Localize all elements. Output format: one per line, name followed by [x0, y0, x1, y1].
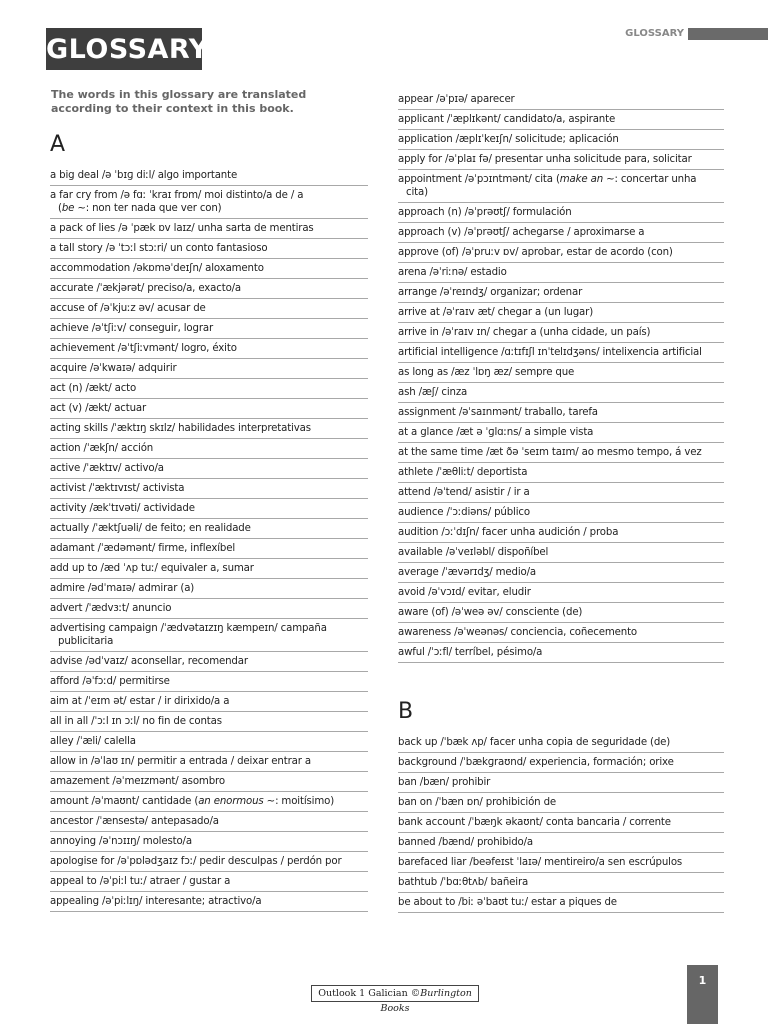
glossary-entry: [50, 299, 368, 319]
entry-text: appointment /əˈpɔɪntmənt/ cita (: [398, 174, 560, 185]
entry-text: act (n) /ækt/ acto: [50, 383, 137, 394]
glossary-entry: [398, 363, 724, 383]
entry-text: applicant /ˈæplɪkənt/ candidato/a, aspirante: [398, 114, 616, 125]
intro-text: The words in this glossary are translated according to their context in this book.: [51, 88, 307, 115]
entry-text-tail: : non ter nada que ver con): [85, 203, 222, 214]
glossary-entry: [398, 793, 724, 813]
glossary-entry: [50, 872, 368, 892]
entry-text: appeal to /əˈpiːl tuː/ atraer / gustar a: [50, 876, 231, 887]
entry-text: background /ˈbækɡraʊnd/ experiencia, formación; orixe: [398, 757, 674, 768]
glossary-entry: [398, 603, 724, 623]
entry-continuation: cita): [406, 187, 428, 198]
glossary-entry: [398, 813, 724, 833]
glossary-entry: [398, 523, 724, 543]
entry-text: assignment /əˈsaɪnmənt/ traballo, tarefa: [398, 407, 598, 418]
glossary-entry: [398, 243, 724, 263]
glossary-list-right-a: [398, 90, 724, 663]
entry-text: adamant /ˈædəmənt/ firme, inflexíbel: [50, 543, 236, 554]
entry-text-tail: : concertar unha: [614, 174, 697, 185]
entry-text: be about to /biː əˈbaʊt tuː/ estar a piques de: [398, 897, 617, 908]
entry-text: admire /ədˈmaɪə/ admirar (a): [50, 583, 195, 594]
glossary-entry: [50, 319, 368, 339]
glossary-entry: [398, 893, 724, 913]
glossary-entry: [398, 853, 724, 873]
glossary-entry: [398, 263, 724, 283]
entry-text: ash /æʃ/ cinza: [398, 387, 468, 398]
entry-text: apologise for /əˈpɒlədʒaɪz fɔː/ pedir desculpas / perdón por: [50, 856, 342, 867]
glossary-entry: [50, 692, 368, 712]
entry-text: athlete /ˈæθliːt/ deportista: [398, 467, 528, 478]
entry-text: allow in /əˈlaʊ ɪn/ permitir a entrada / deixar entrar a: [50, 756, 311, 767]
entry-text: artificial intelligence /ɑːtɪfɪʃl ɪnˈtelɪdʒəns/ intelixencia artificial: [398, 347, 702, 358]
entry-text: arrive in /əˈraɪv ɪn/ chegar a (unha cidade, un país): [398, 327, 651, 338]
glossary-entry: [50, 259, 368, 279]
section-letter-b: B: [398, 699, 414, 724]
entry-italic: an enormous ~: [198, 796, 276, 807]
glossary-entry: [398, 170, 724, 203]
glossary-entry: [50, 479, 368, 499]
footer-text: Outlook 1 Galician ©: [318, 988, 421, 999]
glossary-entry: [50, 359, 368, 379]
entry-text: a far cry from /ə fɑː ˈkraɪ frɒm/ moi distinto/a de / a: [50, 190, 304, 201]
entry-text: available /əˈveɪləbl/ dispoñíbel: [398, 547, 549, 558]
glossary-entry: [50, 419, 368, 439]
glossary-entry: [50, 399, 368, 419]
glossary-entry: [50, 579, 368, 599]
glossary-entry: [50, 732, 368, 752]
footer-brand: Burlington Books: [380, 988, 472, 1014]
glossary-entry: [398, 503, 724, 523]
entry-text: banned /bænd/ prohibido/a: [398, 837, 533, 848]
entry-text: activist /ˈæktɪvɪst/ activista: [50, 483, 185, 494]
glossary-entry: [398, 90, 724, 110]
glossary-entry: [398, 343, 724, 363]
glossary-entry: [398, 463, 724, 483]
glossary-entry: [398, 753, 724, 773]
glossary-entry: [50, 772, 368, 792]
entry-text: advise /ədˈvaɪz/ aconsellar, recomendar: [50, 656, 248, 667]
entry-text: attend /əˈtend/ asistir / ir a: [398, 487, 530, 498]
entry-continuation: publicitaria: [58, 636, 114, 647]
entry-text: aware (of) /əˈweə əv/ consciente (de): [398, 607, 583, 618]
entry-text: acting skills /ˈæktɪŋ skɪlz/ habilidades interpretativas: [50, 423, 311, 434]
entry-text: aim at /ˈeɪm ət/ estar / ir dirixido/a a: [50, 696, 230, 707]
entry-text: acquire /əˈkwaɪə/ adquirir: [50, 363, 177, 374]
entry-text-tail: : moitísimo): [275, 796, 335, 807]
entry-text: active /ˈæktɪv/ activo/a: [50, 463, 164, 474]
entry-text: apply for /əˈplaɪ fə/ presentar unha solicitude para, solicitar: [398, 154, 692, 165]
entry-text: action /ˈækʃn/ acción: [50, 443, 154, 454]
entry-text: activity /ækˈtɪvəti/ actividade: [50, 503, 195, 514]
entry-text: accommodation /əkɒməˈdeɪʃn/ aloxamento: [50, 263, 264, 274]
entry-italic: be ~: [61, 203, 86, 214]
entry-text: bathtub /ˈbɑːθtʌb/ bañeira: [398, 877, 529, 888]
entry-text: a tall story /ə ˈtɔːl stɔːri/ un conto fantasioso: [50, 243, 268, 254]
entry-text: avoid /əˈvɔɪd/ evitar, eludir: [398, 587, 531, 598]
glossary-entry: [50, 619, 368, 652]
entry-text: awareness /əˈweənəs/ conciencia, coñecemento: [398, 627, 637, 638]
glossary-entry: [50, 852, 368, 872]
right-column: [398, 90, 724, 913]
entry-text: advertising campaign /ˈædvətaɪzɪŋ kæmpeɪn/ campaña: [50, 623, 327, 634]
glossary-entry: [398, 383, 724, 403]
entry-text: afford /əˈfɔːd/ permitirse: [50, 676, 170, 687]
entry-text: alley /ˈæli/ calella: [50, 736, 136, 747]
page-number: 1: [687, 965, 718, 1024]
entry-italic: make an ~: [559, 174, 615, 185]
glossary-entry: [398, 223, 724, 243]
glossary-entry: [398, 543, 724, 563]
entry-text: accuse of /əˈkjuːz əv/ acusar de: [50, 303, 206, 314]
entry-text: back up /ˈbæk ʌp/ facer unha copia de seguridade (de): [398, 737, 671, 748]
glossary-entry: [50, 519, 368, 539]
glossary-entry: [50, 559, 368, 579]
entry-text: accurate /ˈækjərət/ preciso/a, exacto/a: [50, 283, 242, 294]
glossary-entry: [50, 219, 368, 239]
entry-text: bank account /ˈbæŋk əkaʊnt/ conta bancaria / corrente: [398, 817, 671, 828]
glossary-entry: [398, 583, 724, 603]
page-title: GLOSSARY: [46, 28, 202, 70]
entry-text: arrive at /əˈraɪv æt/ chegar a (un lugar): [398, 307, 594, 318]
entry-text: ban /bæn/ prohibir: [398, 777, 491, 788]
entry-text: appealing /əˈpiːlɪŋ/ interesante; atractivo/a: [50, 896, 262, 907]
entry-text: as long as /æz ˈlɒŋ æz/ sempre que: [398, 367, 575, 378]
glossary-entry: [50, 812, 368, 832]
entry-text: actually /ˈæktʃuəli/ de feito; en realidade: [50, 523, 251, 534]
glossary-entry: [398, 323, 724, 343]
glossary-entry: [50, 279, 368, 299]
entry-text: achievement /əˈtʃiːvmənt/ logro, éxito: [50, 343, 237, 354]
entry-text: average /ˈævərɪdʒ/ medio/a: [398, 567, 536, 578]
glossary-entry: [398, 643, 724, 663]
glossary-entry: [398, 773, 724, 793]
glossary-entry: [50, 439, 368, 459]
entry-text: achieve /əˈtʃiːv/ conseguir, lograr: [50, 323, 213, 334]
entry-text: application /æplɪˈkeɪʃn/ solicitude; aplicación: [398, 134, 619, 145]
entry-text: amount /əˈmaʊnt/ cantidade (: [50, 796, 199, 807]
glossary-entry: [398, 443, 724, 463]
entry-text: a big deal /ə ˈbɪɡ diːl/ algo importante: [50, 170, 238, 181]
entry-text: approach (n) /əˈprəʊtʃ/ formulación: [398, 207, 572, 218]
footer-credit: [311, 985, 479, 1014]
glossary-entry: [50, 792, 368, 812]
glossary-entry: [50, 539, 368, 559]
glossary-entry: [50, 712, 368, 732]
glossary-list-left: [50, 166, 368, 912]
entry-text: advert /ˈædvɜːt/ anuncio: [50, 603, 172, 614]
entry-text: a pack of lies /ə ˈpæk ɒv laɪz/ unha sarta de mentiras: [50, 223, 314, 234]
entry-text: audience /ˈɔːdiəns/ público: [398, 507, 530, 518]
glossary-entry: [398, 303, 724, 323]
entry-text: ancestor /ˈænsestə/ antepasado/a: [50, 816, 219, 827]
glossary-entry: [50, 499, 368, 519]
glossary-entry: [398, 130, 724, 150]
entry-text: at a glance /æt ə ˈɡlɑːns/ a simple vista: [398, 427, 594, 438]
entry-text: add up to /æd ˈʌp tuː/ equivaler a, sumar: [50, 563, 254, 574]
glossary-entry: [50, 379, 368, 399]
glossary-entry: [398, 733, 724, 753]
glossary-entry: [398, 283, 724, 303]
entry-text: at the same time /æt ðə ˈseɪm taɪm/ ao mesmo tempo, á vez: [398, 447, 702, 458]
entry-text: appear /əˈpɪə/ aparecer: [398, 94, 515, 105]
glossary-entry: [398, 873, 724, 893]
glossary-entry: [50, 599, 368, 619]
glossary-entry: [50, 459, 368, 479]
entry-text: approve (of) /əˈpruːv ɒv/ aprobar, estar de acordo (con): [398, 247, 673, 258]
section-letter-a: A: [50, 132, 66, 157]
entry-text: arena /əˈriːnə/ estadio: [398, 267, 507, 278]
entry-text: arrange /əˈreɪndʒ/ organizar; ordenar: [398, 287, 583, 298]
entry-text: awful /ˈɔːfl/ terríbel, pésimo/a: [398, 647, 543, 658]
entry-text: audition /ɔːˈdɪʃn/ facer unha audición / proba: [398, 527, 619, 538]
glossary-entry: [50, 186, 368, 219]
glossary-entry: [50, 166, 368, 186]
entry-text-open: (: [58, 203, 62, 214]
entry-text: annoying /əˈnɔɪɪŋ/ molesto/a: [50, 836, 192, 847]
glossary-entry: [398, 563, 724, 583]
glossary-entry: [398, 423, 724, 443]
glossary-list-right-b: [398, 733, 724, 913]
entry-text: act (v) /ækt/ actuar: [50, 403, 147, 414]
glossary-entry: [50, 892, 368, 912]
glossary-entry: [50, 652, 368, 672]
glossary-entry: [50, 239, 368, 259]
entry-text: amazement /əˈmeɪzmənt/ asombro: [50, 776, 225, 787]
glossary-entry: [50, 339, 368, 359]
glossary-entry: [398, 833, 724, 853]
entry-continuation: [50, 202, 368, 215]
glossary-entry: [50, 832, 368, 852]
glossary-entry: [50, 752, 368, 772]
glossary-entry: [398, 403, 724, 423]
glossary-entry: [398, 623, 724, 643]
header-bar: [688, 28, 768, 40]
glossary-entry: [50, 672, 368, 692]
glossary-entry: [398, 203, 724, 223]
entry-text: approach (v) /əˈprəʊtʃ/ achegarse / aproximarse a: [398, 227, 645, 238]
entry-text: ban on /ˈbæn ɒn/ prohibición de: [398, 797, 557, 808]
running-head: GLOSSARY: [625, 28, 684, 39]
entry-text: all in all /ˈɔːl ɪn ɔːl/ no fin de contas: [50, 716, 222, 727]
glossary-entry: [398, 483, 724, 503]
left-column: [50, 132, 368, 912]
glossary-entry: [398, 110, 724, 130]
entry-text: barefaced liar /beəfeɪst ˈlaɪə/ mentireiro/a sen escrúpulos: [398, 857, 683, 868]
glossary-entry: [398, 150, 724, 170]
